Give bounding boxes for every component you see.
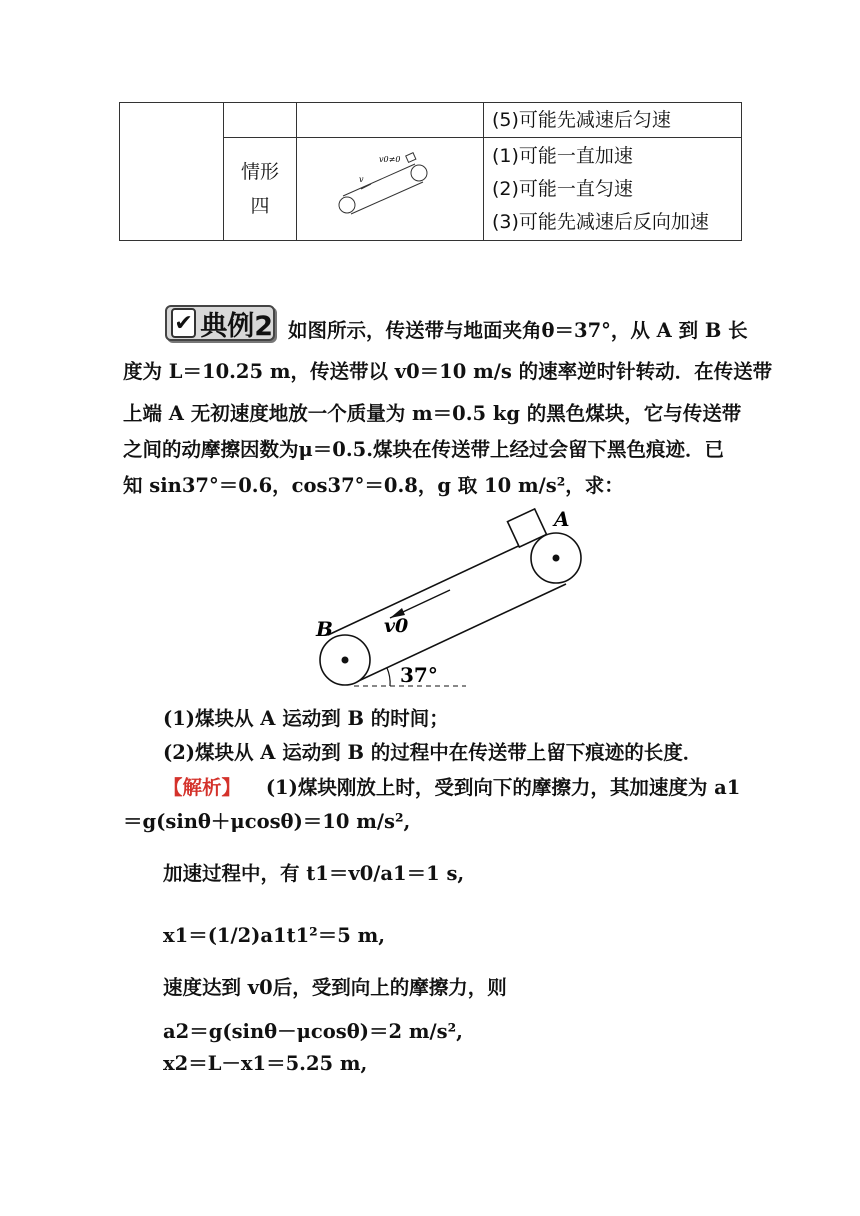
v0-label: v0≠0	[379, 154, 401, 164]
solution-tag: 【解析】	[163, 776, 242, 799]
solution-line: a2＝g(sinθ－μcosθ)＝2 m/s²,	[163, 1020, 463, 1043]
case-item: (2)可能一直匀速	[492, 177, 633, 200]
case-item: (5)可能先减速后匀速	[492, 108, 671, 131]
case-number: 四	[250, 195, 270, 217]
angle-label: 37°	[400, 663, 438, 687]
problem-line: 上端 A 无初速度地放一个质量为 m＝0.5 kg 的黑色煤块，它与传送带	[123, 402, 742, 425]
label-b: B	[316, 617, 333, 641]
solution-line: x1＝(1/2)a1t1²＝5 m,	[163, 924, 386, 947]
problem-line: 之间的动摩擦因数为μ＝0.5.煤块在传送带上经过会留下黑色痕迹．已	[123, 438, 724, 461]
table-cell	[120, 103, 224, 241]
problem-line: 度为 L＝10.25 m，传送带以 v0＝10 m/s 的速率逆时针转动．在传送带	[123, 360, 773, 383]
table-row	[120, 103, 742, 138]
example-badge	[165, 305, 275, 341]
solution-line	[163, 772, 740, 800]
solution-line: 速度达到 v0后，受到向上的摩擦力，则	[163, 976, 507, 999]
badge-label: 典例2	[200, 310, 273, 342]
case-diagram-cell	[297, 138, 484, 241]
case-item: (3)可能先减速后反向加速	[492, 210, 709, 233]
question-line: (2)煤块从 A 运动到 B 的过程中在传送带上留下痕迹的长度．	[163, 741, 703, 764]
problem-line: 知 sin37°＝0.6，cos37°＝0.8，g 取 10 m/s²，求：	[123, 474, 624, 497]
cases-table	[119, 102, 742, 241]
problem-line: 如图所示，传送带与地面夹角θ＝37°，从 A 到 B 长	[288, 319, 748, 342]
case-item: (1)可能一直加速	[492, 144, 633, 167]
table-cell	[484, 103, 742, 138]
label-v0: v0	[384, 615, 409, 637]
small-conveyor-diagram	[335, 152, 445, 222]
label-a: A	[554, 507, 570, 531]
solution-line: x2＝L－x1＝5.25 m,	[163, 1052, 368, 1075]
conveyor-figure	[310, 500, 600, 695]
case-label-cell	[224, 138, 297, 241]
check-icon: ✔	[171, 308, 196, 338]
solution-line: 加速过程中，有 t1＝v0/a1＝1 s,	[163, 862, 465, 885]
case-label: 情形	[240, 161, 279, 183]
v-label: v	[359, 174, 364, 184]
question-line: (1)煤块从 A 运动到 B 的时间；	[163, 707, 449, 730]
table-cell	[484, 138, 742, 241]
table-cell	[297, 103, 484, 138]
table-cell	[224, 103, 297, 138]
solution-text: (1)煤块刚放上时，受到向下的摩擦力，其加速度为 a1	[265, 776, 741, 799]
solution-line: ＝g(sinθ＋μcosθ)＝10 m/s²,	[123, 810, 411, 833]
